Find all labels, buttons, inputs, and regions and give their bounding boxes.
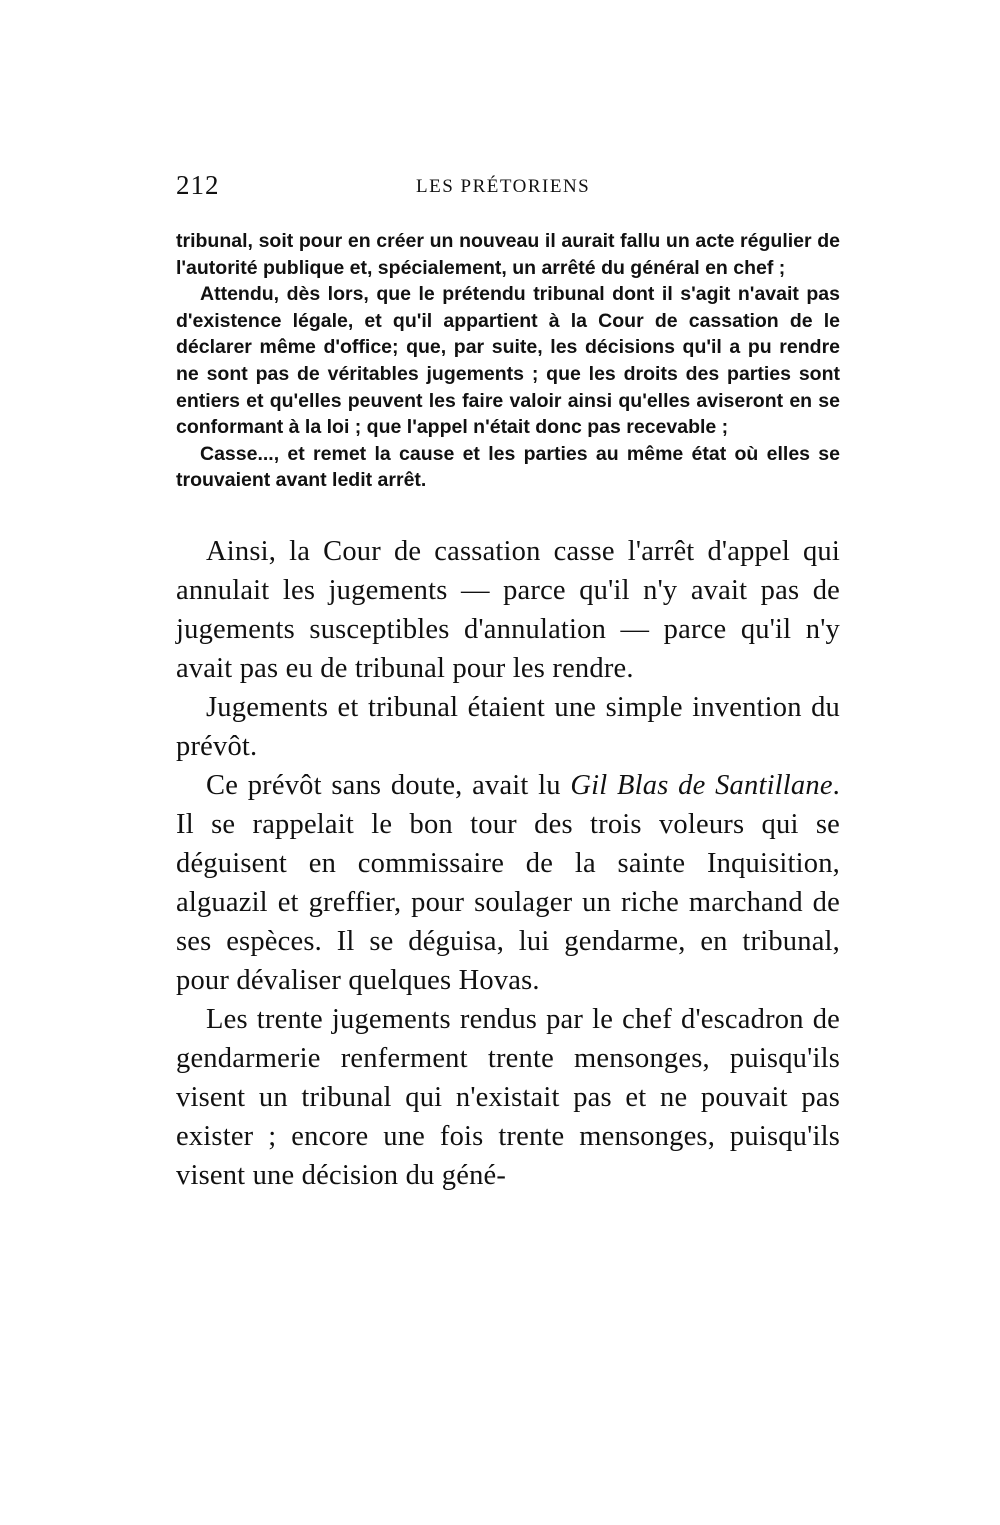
quote-paragraph: Attendu, dès lors, que le prétendu tribunal dont il s'agit n'avait pas d'existence légale, et qu'il appartient à la Cour de cassation de le déclarer même d'office; que, par suite, les décisions qu'il a pu rendre ne sont pas de véritables jugements ; que les droits des parties sont entiers et qu'elles peuvent les faire valoir ainsi qu'elles aviseront en se conformant à la loi ; que l'appel n'était donc pas recevable ; xyxy=(176,283,840,439)
book-page xyxy=(176,170,840,1195)
book-title: Gil Blas de Santillane xyxy=(570,769,833,801)
running-title: LES PRÉTORIENS xyxy=(416,176,591,197)
body-paragraph xyxy=(176,766,840,1000)
quoted-judgment xyxy=(176,228,840,494)
quote-paragraph: Casse..., et remet la cause et les parties au même état où elles se trouvaient avant ledit arrêt. xyxy=(176,442,840,492)
body-paragraph: Jugements et tribunal étaient une simple invention du prévôt. xyxy=(176,691,840,762)
body-text-span: Ce prévôt sans doute, avait lu xyxy=(206,769,571,801)
page-number: 212 xyxy=(176,170,220,200)
body-paragraph: Ainsi, la Cour de cassation casse l'arrêt d'appel qui annulait les jugements — parce qu'il n'y avait pas de jugements susceptibles d'annulation — parce qu'il n'y avait pas eu de tribunal pour les rendre. xyxy=(176,535,840,684)
quote-paragraph: tribunal, soit pour en créer un nouveau il aurait fallu un acte régulier de l'autorité publique et, spécialement, un arrêté du général en chef ; xyxy=(176,230,840,279)
running-head xyxy=(176,170,840,210)
body-paragraph: Les trente jugements rendus par le chef d'escadron de gendarmerie renferment trente mensonges, puisqu'ils visent un tribunal qui n'existait pas et ne pouvait pas exister ; encore une fois trente mensonges, puisqu'ils visent une décision du géné- xyxy=(176,1003,840,1191)
main-text xyxy=(176,532,840,1195)
body-text-span: . Il se rappelait le bon tour des trois voleurs qui se déguisent en commissaire de la sainte Inquisition, alguazil et greffier, pour soulager un riche marchand de ses espèces. Il se déguisa, lui gendarme, en tribunal, pour dévaliser quelques Hovas. xyxy=(176,769,840,996)
